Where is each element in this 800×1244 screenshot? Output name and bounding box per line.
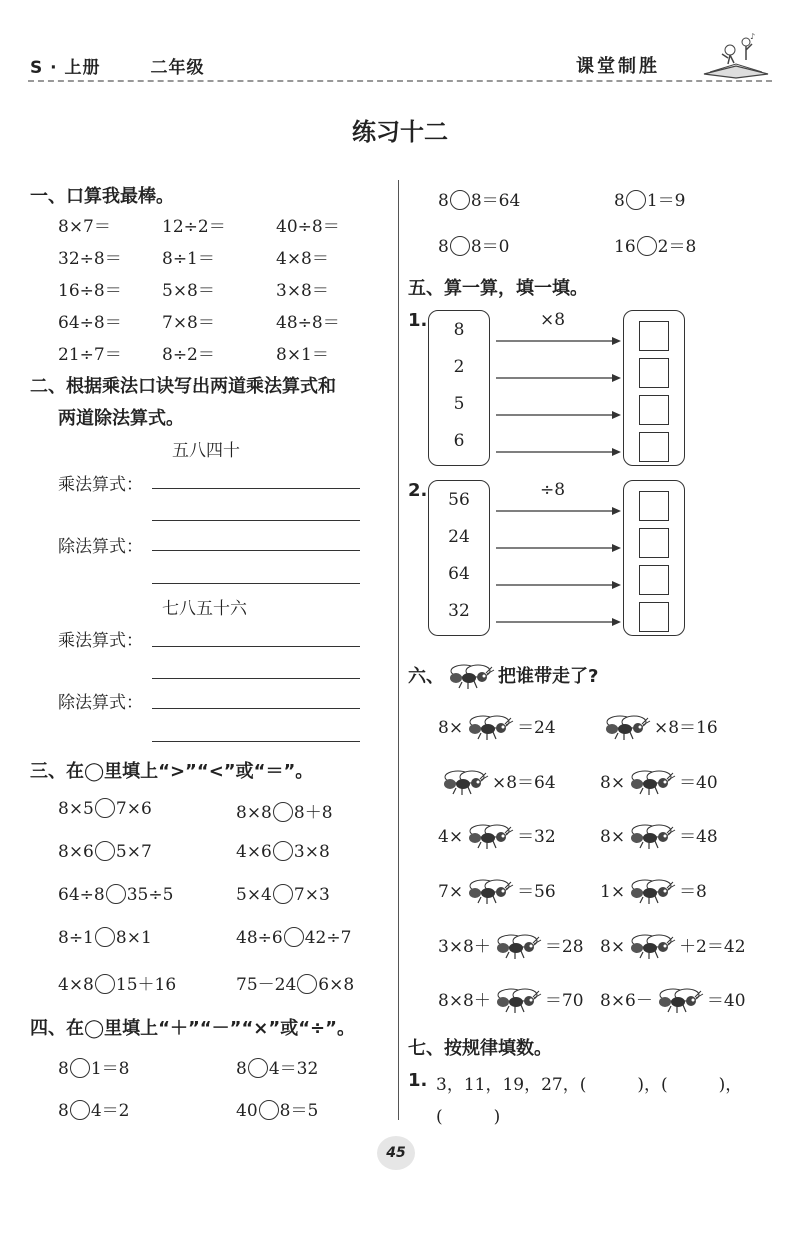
equation-prefix: 8×6－ bbox=[600, 991, 653, 1011]
svg-text:♪: ♪ bbox=[750, 32, 756, 41]
section-7-item-label: 1. bbox=[408, 1070, 428, 1091]
equation-suffix: ×8＝64 bbox=[492, 773, 556, 793]
answer-line[interactable] bbox=[152, 708, 360, 709]
oral-calc-item: 7×8＝ bbox=[162, 313, 215, 333]
operator-circle[interactable] bbox=[450, 190, 470, 210]
input-number: 24 bbox=[448, 527, 470, 547]
equation-suffix: ＝32 bbox=[517, 827, 556, 847]
equation-suffix: ＝56 bbox=[517, 882, 556, 902]
input-number: 6 bbox=[453, 431, 465, 451]
diagram-label: 1. bbox=[408, 310, 428, 331]
arrow bbox=[496, 331, 622, 341]
equation-prefix: 8× bbox=[600, 937, 626, 957]
operator-circle[interactable] bbox=[70, 1100, 90, 1120]
operator-right: 1＝9 bbox=[646, 191, 686, 211]
ant-equation bbox=[438, 822, 556, 850]
equation-suffix: ＝40 bbox=[706, 991, 746, 1011]
oral-calc-item: 4×8＝ bbox=[276, 249, 329, 269]
compare-right: 3×8 bbox=[293, 842, 330, 862]
compare-item bbox=[58, 841, 152, 862]
equation-suffix: ＝24 bbox=[517, 718, 556, 738]
section-1-heading: 一、口算我最棒。 bbox=[30, 186, 174, 207]
header-divider bbox=[28, 80, 772, 82]
ant-icon[interactable] bbox=[491, 986, 545, 1014]
oral-calc-item: 12÷2＝ bbox=[162, 217, 226, 237]
rhyme-1: 五八四十 bbox=[172, 441, 240, 461]
ant-icon[interactable] bbox=[625, 822, 679, 850]
compare-item bbox=[236, 841, 330, 862]
compare-item bbox=[236, 798, 333, 823]
operator-circle[interactable] bbox=[248, 1058, 268, 1078]
div-label-1: 除法算式： bbox=[58, 537, 143, 557]
arrow bbox=[496, 538, 622, 548]
column-divider bbox=[398, 180, 399, 1120]
equation-prefix: 8× bbox=[600, 827, 626, 847]
compare-item bbox=[58, 798, 152, 819]
header-grade: 二年级 bbox=[150, 58, 205, 78]
operator-item bbox=[58, 1096, 129, 1121]
mult-label-1: 乘法算式： bbox=[58, 475, 143, 495]
operator-left: 8 bbox=[438, 191, 449, 211]
answer-box[interactable] bbox=[639, 528, 669, 558]
operator-left: 8 bbox=[58, 1059, 69, 1079]
answer-box[interactable] bbox=[639, 565, 669, 595]
equation-prefix: 1× bbox=[600, 882, 626, 902]
compare-left: 48÷6 bbox=[236, 928, 283, 948]
answer-line[interactable] bbox=[152, 583, 360, 584]
compare-left: 4×6 bbox=[236, 842, 272, 862]
oral-calc-item: 8÷1＝ bbox=[162, 249, 215, 269]
input-number: 2 bbox=[453, 357, 465, 377]
operator-right: 4＝32 bbox=[268, 1059, 319, 1079]
page-number: 45 bbox=[377, 1136, 415, 1170]
answer-circle[interactable] bbox=[273, 802, 293, 822]
compare-left: 75－24 bbox=[236, 975, 297, 995]
arrow bbox=[496, 405, 622, 415]
page-title: 练习十二 bbox=[352, 118, 448, 146]
div-label-2: 除法算式： bbox=[58, 693, 143, 713]
ant-equation bbox=[438, 932, 584, 960]
ant-equation bbox=[438, 713, 556, 741]
oral-calc-item: 3×8＝ bbox=[276, 281, 329, 301]
compare-right: 35÷5 bbox=[126, 885, 174, 905]
ant-icon[interactable] bbox=[463, 877, 517, 905]
sequence-line-2: ( ) bbox=[436, 1107, 501, 1127]
arrow bbox=[496, 442, 622, 452]
operator-circle[interactable] bbox=[626, 190, 646, 210]
compare-right: 7×3 bbox=[293, 885, 330, 905]
compare-right: 7×6 bbox=[115, 799, 152, 819]
ant-equation bbox=[438, 986, 584, 1014]
equation-prefix: 4× bbox=[438, 827, 464, 847]
input-number: 5 bbox=[453, 394, 465, 414]
equation-suffix: ×8＝16 bbox=[654, 718, 718, 738]
compare-right: 8×1 bbox=[115, 928, 152, 948]
compare-right: 8＋8 bbox=[293, 803, 333, 823]
compare-item bbox=[236, 927, 351, 948]
oral-calc-item: 16÷8＝ bbox=[58, 281, 122, 301]
compare-right: 15＋16 bbox=[115, 975, 177, 995]
oral-calc-item: 5×8＝ bbox=[162, 281, 215, 301]
compare-left: 8×6 bbox=[58, 842, 94, 862]
operator-left: 8 bbox=[438, 237, 449, 257]
answer-line[interactable] bbox=[152, 550, 360, 551]
oral-calc-item: 8×7＝ bbox=[58, 217, 111, 237]
section-2-heading-cont: 两道除法算式。 bbox=[58, 408, 184, 429]
ant-equation bbox=[600, 768, 718, 796]
operator-item bbox=[614, 232, 696, 257]
section-5-heading: 五、算一算，填一填。 bbox=[408, 278, 588, 299]
ant-icon[interactable] bbox=[491, 932, 545, 960]
compare-right: 5×7 bbox=[115, 842, 152, 862]
header-logo-icon bbox=[700, 30, 772, 84]
input-number: 32 bbox=[448, 601, 470, 621]
section-4-heading: 四、在◯里填上“＋”“－”“×”或“÷”。 bbox=[30, 1018, 355, 1039]
ant-icon[interactable] bbox=[463, 713, 517, 741]
operation-label: ÷8 bbox=[540, 480, 566, 500]
operator-circle[interactable] bbox=[259, 1100, 279, 1120]
compare-left: 5×4 bbox=[236, 885, 272, 905]
ant-icon bbox=[444, 662, 498, 690]
answer-line[interactable] bbox=[152, 741, 360, 742]
operator-item bbox=[58, 1054, 129, 1079]
equation-prefix: 8× bbox=[600, 773, 626, 793]
compare-left: 4×8 bbox=[58, 975, 94, 995]
answer-circle[interactable] bbox=[106, 884, 126, 904]
answer-box[interactable] bbox=[639, 321, 669, 351]
ant-equation bbox=[600, 713, 718, 741]
operator-right: 2＝8 bbox=[657, 237, 697, 257]
arrow bbox=[496, 368, 622, 378]
input-number: 56 bbox=[448, 490, 470, 510]
input-number: 8 bbox=[453, 320, 465, 340]
ant-icon[interactable] bbox=[625, 877, 679, 905]
oral-calc-item: 40÷8＝ bbox=[276, 217, 340, 237]
ant-icon[interactable] bbox=[625, 768, 679, 796]
equation-suffix: ＝8 bbox=[679, 882, 707, 902]
equation-prefix: 8×8＋ bbox=[438, 991, 491, 1011]
operator-right: 8＝64 bbox=[470, 191, 521, 211]
equation-suffix: ＝28 bbox=[544, 937, 584, 957]
rhyme-2: 七八五十六 bbox=[162, 599, 247, 619]
ant-equation bbox=[600, 877, 707, 905]
header-brand: 课堂制胜 bbox=[576, 56, 660, 77]
answer-circle[interactable] bbox=[95, 841, 115, 861]
operator-right: 4＝2 bbox=[90, 1101, 130, 1121]
answer-line[interactable] bbox=[152, 520, 360, 521]
ant-equation bbox=[600, 986, 746, 1014]
answer-circle[interactable] bbox=[273, 841, 293, 861]
equation-suffix: ＝48 bbox=[679, 827, 718, 847]
arrow bbox=[496, 575, 622, 585]
compare-left: 8×5 bbox=[58, 799, 94, 819]
operator-right: 8＝5 bbox=[279, 1101, 319, 1121]
equation-prefix: 7× bbox=[438, 882, 464, 902]
equation-suffix: ＝70 bbox=[544, 991, 584, 1011]
compare-right: 42÷7 bbox=[304, 928, 352, 948]
answer-circle[interactable] bbox=[95, 927, 115, 947]
ant-icon[interactable] bbox=[653, 986, 707, 1014]
compare-left: 8×8 bbox=[236, 803, 272, 823]
answer-box[interactable] bbox=[639, 395, 669, 425]
section-6-heading-text: 把谁带走了? bbox=[498, 666, 599, 687]
ant-equation bbox=[600, 932, 746, 960]
answer-box[interactable] bbox=[639, 491, 669, 521]
mult-label-2: 乘法算式： bbox=[58, 631, 143, 651]
oral-calc-item: 64÷8＝ bbox=[58, 313, 122, 333]
answer-circle[interactable] bbox=[284, 927, 304, 947]
compare-left: 64÷8 bbox=[58, 885, 105, 905]
compare-item bbox=[58, 884, 173, 905]
equation-suffix: ＝40 bbox=[679, 773, 718, 793]
operator-right: 1＝8 bbox=[90, 1059, 130, 1079]
operator-item bbox=[438, 186, 520, 211]
equation-prefix: 3×8＋ bbox=[438, 937, 491, 957]
answer-box[interactable] bbox=[639, 358, 669, 388]
section-2-heading: 二、根据乘法口诀写出两道乘法算式和 bbox=[30, 376, 336, 397]
compare-right: 6×8 bbox=[318, 975, 355, 995]
equation-prefix: 8× bbox=[438, 718, 464, 738]
diagram-label: 2. bbox=[408, 480, 428, 501]
answer-box[interactable] bbox=[639, 602, 669, 632]
oral-calc-item: 48÷8＝ bbox=[276, 313, 340, 333]
compare-item bbox=[236, 884, 330, 905]
ant-equation bbox=[600, 822, 718, 850]
operator-item bbox=[438, 232, 509, 257]
answer-circle[interactable] bbox=[273, 884, 293, 904]
compare-item bbox=[236, 970, 354, 995]
operator-left: 8 bbox=[614, 191, 625, 211]
operator-item bbox=[614, 186, 685, 211]
oral-calc-item: 21÷7＝ bbox=[58, 345, 122, 365]
ant-icon[interactable] bbox=[438, 768, 492, 796]
ant-equation bbox=[438, 768, 556, 796]
ant-icon[interactable] bbox=[625, 932, 679, 960]
answer-line[interactable] bbox=[152, 646, 360, 647]
compare-left: 8÷1 bbox=[58, 928, 94, 948]
compare-item bbox=[58, 970, 176, 995]
operator-circle[interactable] bbox=[637, 236, 657, 256]
oral-calc-item: 8÷2＝ bbox=[162, 345, 215, 365]
arrow bbox=[496, 501, 622, 511]
operator-circle[interactable] bbox=[450, 236, 470, 256]
ant-equation bbox=[438, 877, 556, 905]
oral-calc-item: 32÷8＝ bbox=[58, 249, 122, 269]
operator-left: 8 bbox=[58, 1101, 69, 1121]
operator-left: 16 bbox=[614, 237, 636, 257]
section-7-heading: 七、按规律填数。 bbox=[408, 1038, 552, 1059]
answer-circle[interactable] bbox=[95, 974, 115, 994]
answer-box[interactable] bbox=[639, 432, 669, 462]
section-6-heading: 六、 把谁带走了? bbox=[408, 662, 598, 690]
operator-item bbox=[236, 1096, 318, 1121]
input-number: 64 bbox=[448, 564, 470, 584]
compare-item bbox=[58, 927, 152, 948]
answer-line[interactable] bbox=[152, 488, 360, 489]
operator-item bbox=[236, 1054, 318, 1079]
ant-icon[interactable] bbox=[463, 822, 517, 850]
section-3-heading: 三、在◯里填上“>”“<”或“＝”。 bbox=[30, 761, 314, 782]
equation-suffix: ＋2＝42 bbox=[679, 937, 746, 957]
answer-line[interactable] bbox=[152, 678, 360, 679]
operation-label: ×8 bbox=[540, 310, 566, 330]
arrow bbox=[496, 612, 622, 622]
operator-right: 8＝0 bbox=[470, 237, 510, 257]
sequence-line-1: 3，11，19，27，( )，( )， bbox=[436, 1075, 743, 1095]
answer-circle[interactable] bbox=[297, 974, 317, 994]
oral-calc-item: 8×1＝ bbox=[276, 345, 329, 365]
operator-left: 40 bbox=[236, 1101, 258, 1121]
answer-circle[interactable] bbox=[95, 798, 115, 818]
header-edition: S · 上册 二年级 bbox=[30, 58, 205, 78]
operator-left: 8 bbox=[236, 1059, 247, 1079]
operator-circle[interactable] bbox=[70, 1058, 90, 1078]
ant-icon[interactable] bbox=[600, 713, 654, 741]
